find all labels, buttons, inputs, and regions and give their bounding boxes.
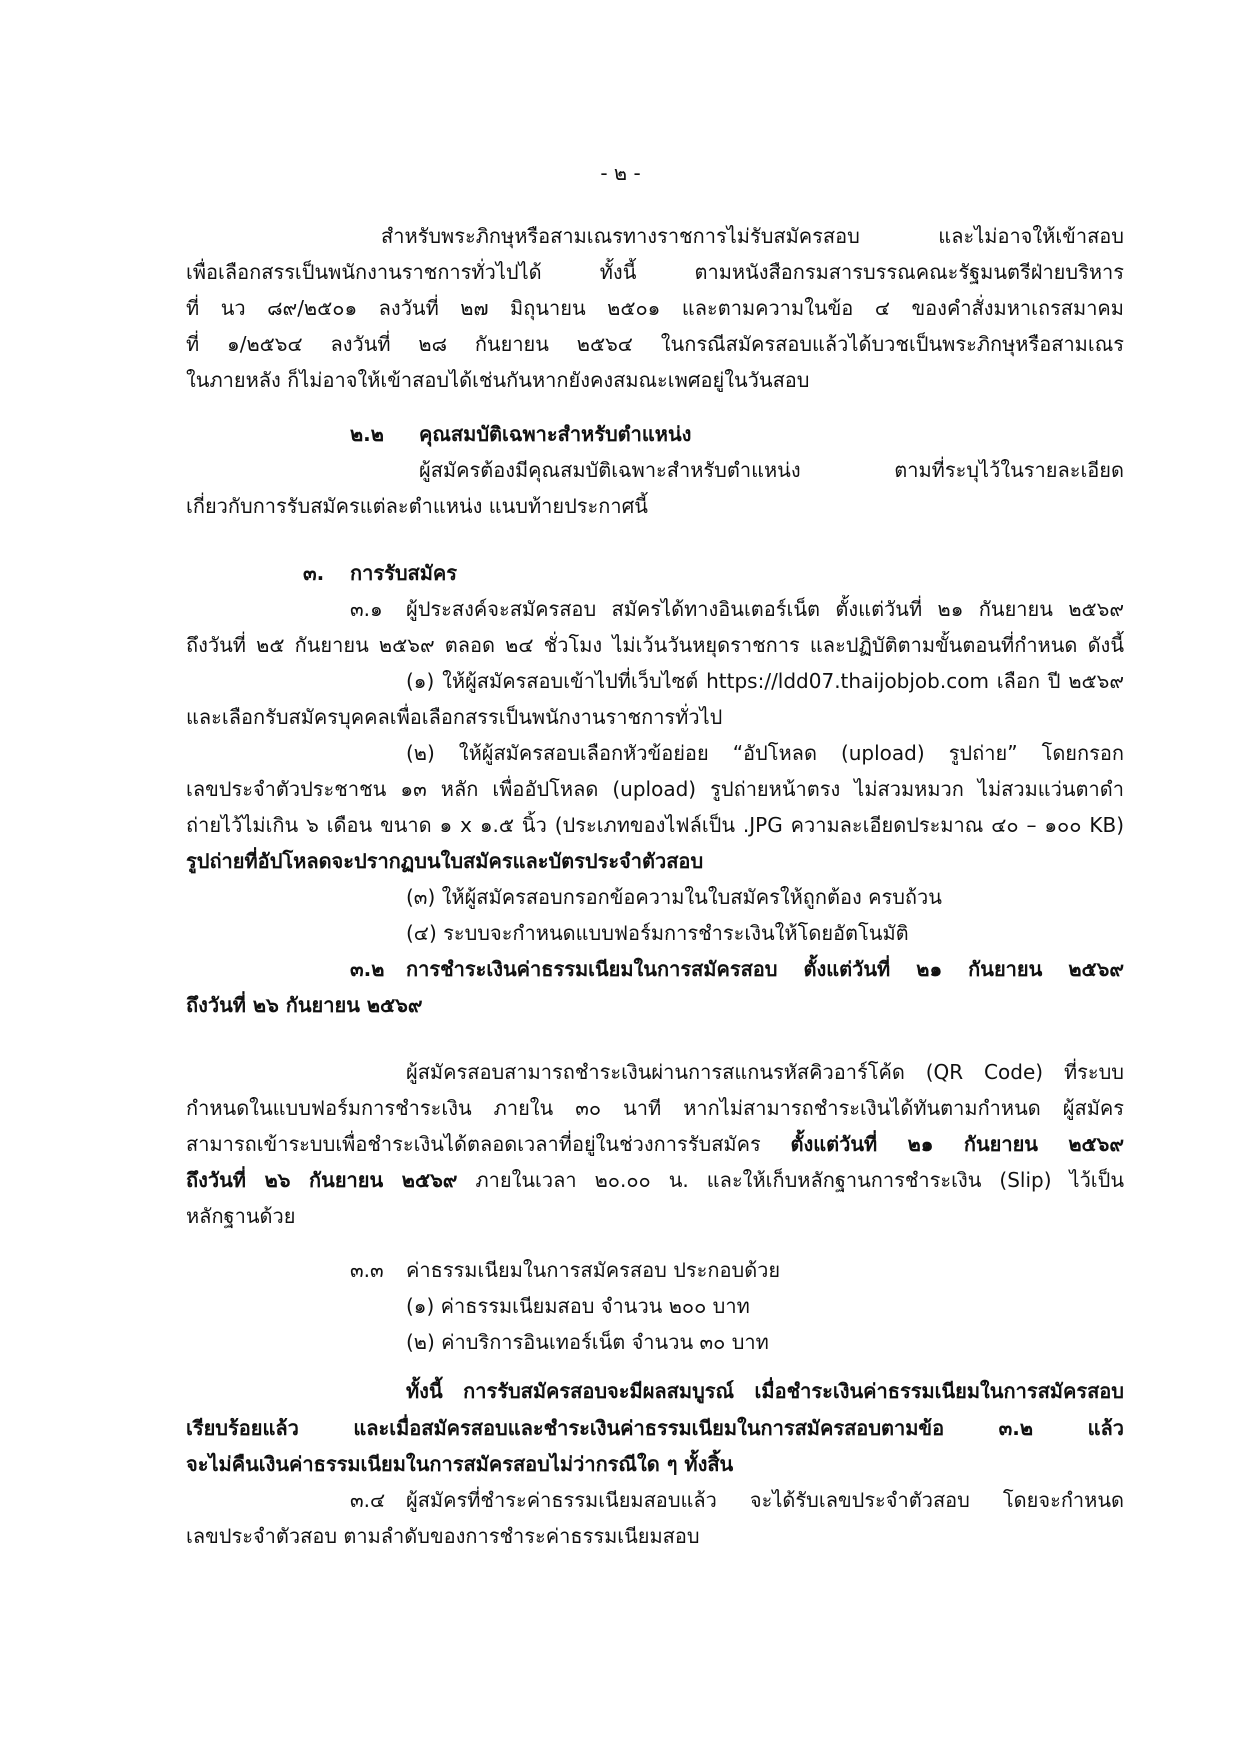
paragraph-line (186, 1126, 1124, 1163)
paragraph-line: ผู้สมัครที่ชำระค่าธรรมเนียมสอบแล้ว จะได้รับเลขประจำตัวสอบ โดยจะกำหนด (406, 1488, 1124, 1512)
paragraph-line: ที่ นว ๘๙/๒๕๐๑ ลงวันที่ ๒๗ มิถุนายน ๒๕๐๑ และตามความในข้อ ๔ ของคำสั่งมหาเถรสมาคม (186, 296, 1124, 320)
paragraph-line (186, 1162, 1124, 1199)
paragraph-line: ผู้สมัครสอบสามารถชำระเงินผ่านการสแกนรหัสคิวอาร์โค้ด (QR Code) ที่ระบบ (406, 1060, 1124, 1084)
text-run: สามารถเข้าระบบเพื่อชำระเงินได้ตลอดเวลาที่อยู่ในช่วงการรับสมัคร (186, 1132, 761, 1156)
paragraph-line: สำหรับพระภิกษุหรือสามเณรทางราชการไม่รับสมัครสอบ และไม่อาจให้เข้าสอบ (381, 224, 1124, 248)
paragraph-line: เพื่อเลือกสรรเป็นพนักงานราชการทั่วไปได้ ทั้งนี้ ตามหนังสือกรมสารบรรณคณะรัฐมนตรีฝ่ายบริหาร (186, 260, 1124, 284)
paragraph-line: เลขประจำตัวสอบ ตามลำดับของการชำระค่าธรรมเนียมสอบ (186, 1524, 700, 1548)
section-number: ๓.๑ (350, 597, 383, 621)
bold-note: จะไม่คืนเงินค่าธรรมเนียมในการสมัครสอบไม่ว่ากรณีใด ๆ ทั้งสิ้น (186, 1452, 734, 1476)
section-number: ๓.๓ (350, 1258, 384, 1282)
paragraph-line: ถ่ายไว้ไม่เกิน ๖ เดือน ขนาด ๑ x ๑.๕ นิ้ว (ประเภทของไฟล์เป็น .JPG ความละเอียดประมาณ ๔๐ – ๑๐๐ KB) (186, 813, 1124, 837)
list-item: (๑) ให้ผู้สมัครสอบเข้าไปที่เว็บไซต์ https://ldd07.thaijobjob.com เลือก ปี ๒๕๖๙ (406, 669, 1124, 693)
paragraph-line: หลักฐานด้วย (186, 1204, 296, 1228)
section-number: ๒.๒ (350, 422, 384, 446)
paragraph-line: ถึงวันที่ ๒๕ กันยายน ๒๕๖๙ ตลอด ๒๔ ชั่วโมง ไม่เว้นวันหยุดราชการ และปฏิบัติตามขั้นตอนที่กำหนด ดังนี้ (186, 633, 1124, 657)
list-item: (๑) ค่าธรรมเนียมสอบ จำนวน ๒๐๐ บาท (406, 1294, 750, 1318)
section-number: ๓.๔ (350, 1488, 386, 1512)
bold-note: เรียบร้อยแล้ว และเมื่อสมัครสอบและชำระเงินค่าธรรมเนียมในการสมัครสอบตามข้อ ๓.๒ แล้ว (186, 1416, 1124, 1440)
paragraph-line: เกี่ยวกับการรับสมัครแต่ละตำแหน่ง แนบท้ายประกาศนี้ (186, 494, 648, 518)
section-number: ๓. (303, 561, 325, 585)
paragraph-line: กำหนดในแบบฟอร์มการชำระเงิน ภายใน ๓๐ นาที หากไม่สามารถชำระเงินได้ทันตามกำหนด ผู้สมัคร (186, 1096, 1124, 1120)
bold-note: ทั้งนี้ การรับสมัครสอบจะมีผลสมบูรณ์ เมื่อชำระเงินค่าธรรมเนียมในการสมัครสอบ (406, 1379, 1124, 1403)
list-item: (๒) ค่าบริการอินเทอร์เน็ต จำนวน ๓๐ บาท (406, 1330, 769, 1354)
bold-note: รูปถ่ายที่อัปโหลดจะปรากฏบนใบสมัครและบัตรประจำตัวสอบ (186, 849, 704, 873)
section-heading: การรับสมัคร (350, 561, 458, 585)
section-heading: คุณสมบัติเฉพาะสำหรับตำแหน่ง (419, 422, 692, 446)
paragraph-line: เลขประจำตัวประชาชน ๑๓ หลัก เพื่ออัปโหลด (upload) รูปถ่ายหน้าตรง ไม่สวมหมวก ไม่สวมแว่นตาดำ (186, 777, 1124, 801)
section-heading: การชำระเงินค่าธรรมเนียมในการสมัครสอบ ตั้งแต่วันที่ ๒๑ กันยายน ๒๕๖๙ (406, 957, 1124, 981)
section-number: ๓.๒ (350, 957, 385, 981)
text-run-bold: ถึงวันที่ ๒๖ กันยายน ๒๕๖๙ (186, 1168, 458, 1192)
paragraph-line: ที่ ๑/๒๕๖๔ ลงวันที่ ๒๘ กันยายน ๒๕๖๔ ในกรณีสมัครสอบแล้วได้บวชเป็นพระภิกษุหรือสามเณร (186, 332, 1124, 356)
list-item: (๔) ระบบจะกำหนดแบบฟอร์มการชำระเงินให้โดยอัตโนมัติ (406, 921, 909, 945)
list-item: (๓) ให้ผู้สมัครสอบกรอกข้อความในใบสมัครให้ถูกต้อง ครบถ้วน (406, 885, 942, 909)
page-number: - ๒ - (600, 161, 641, 185)
section-heading: ค่าธรรมเนียมในการสมัครสอบ ประกอบด้วย (406, 1258, 781, 1282)
paragraph-line: ในภายหลัง ก็ไม่อาจให้เข้าสอบได้เช่นกันหากยังคงสมณะเพศอยู่ในวันสอบ (186, 368, 810, 392)
paragraph-line: และเลือกรับสมัครบุคคลเพื่อเลือกสรรเป็นพนักงานราชการทั่วไป (186, 705, 723, 729)
text-run-bold: ตั้งแต่วันที่ ๒๑ กันยายน ๒๕๖๙ (790, 1132, 1125, 1156)
list-item: (๒) ให้ผู้สมัครสอบเลือกหัวข้อย่อย “อัปโหลด (upload) รูปถ่าย” โดยกรอก (406, 741, 1124, 765)
section-heading: ถึงวันที่ ๒๖ กันยายน ๒๕๖๙ (186, 993, 423, 1017)
paragraph-line: ผู้ประสงค์จะสมัครสอบ สมัครได้ทางอินเตอร์เน็ต ตั้งแต่วันที่ ๒๑ กันยายน ๒๕๖๙ (406, 597, 1124, 621)
paragraph-line: ผู้สมัครต้องมีคุณสมบัติเฉพาะสำหรับตำแหน่ง ตามที่ระบุไว้ในรายละเอียด (419, 458, 1124, 482)
text-run: ภายในเวลา ๒๐.๐๐ น. และให้เก็บหลักฐานการชำระเงิน (Slip) ไว้เป็น (475, 1168, 1125, 1192)
